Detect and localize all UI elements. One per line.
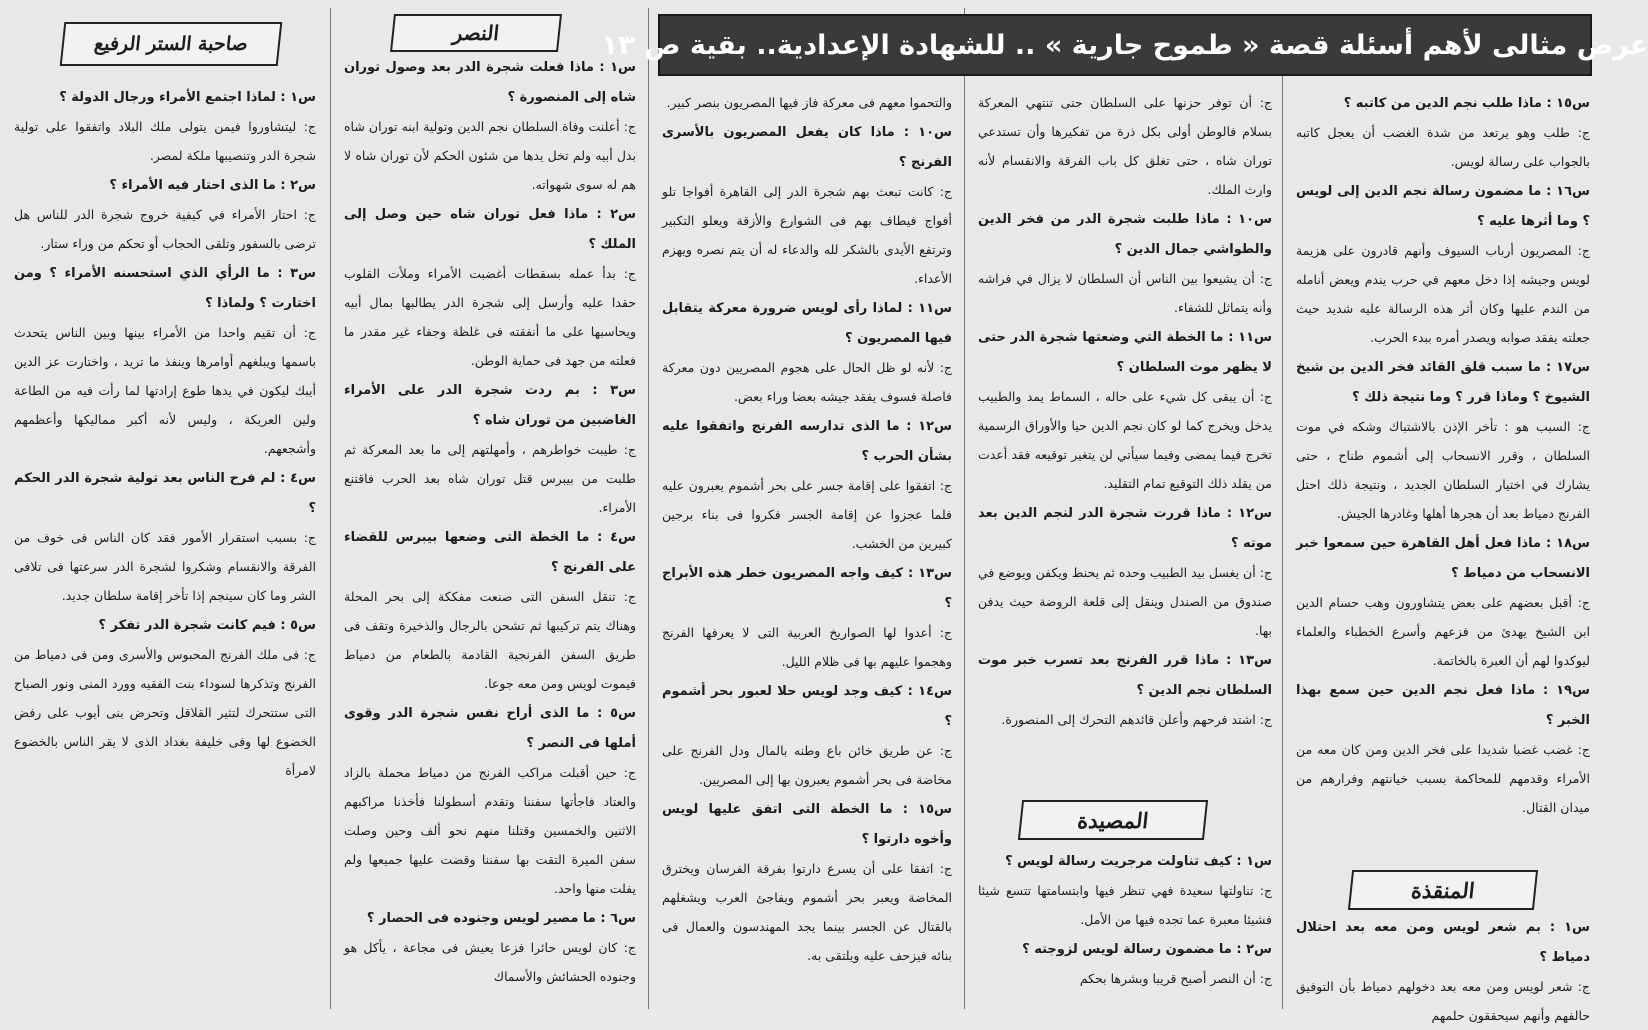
question: س٣ : ما الرأي الذي استحسنه الأمراء ؟ ومن اختارت ؟ ولماذا ؟: [14, 266, 316, 311]
question: س١٥ : ما الخطة التى اتفق عليها لويس وأخوه دارتوا ؟: [662, 802, 952, 847]
answer: ج: كانت تبعث بهم شجرة الدر إلى القاهرة أفواجا تلو أفواج فيطاف بهم فى الشوارع والأزقة ويعلو التكبير وترتفع الأيدى بالشكر لله والدعاء له أن يتم نصره ويهزم الأعداء.: [662, 184, 952, 286]
column-divider: [964, 8, 965, 1009]
column-1: [1296, 88, 1590, 848]
question: س١٤ : كيف وجد لويس حلا لعبور بحر أشموم ؟: [662, 684, 952, 729]
answer: ج: أعدوا لها الصواريخ العربية التى لا يعرفها الفرنج وهجموا عليهم بها فى ظلام الليل.: [662, 625, 952, 669]
answer: ج: طلب وهو يرتعد من شدة الغضب أن يعجل كاتبه بالجواب على رسالة لويس.: [1296, 125, 1590, 169]
column-4: [344, 52, 636, 1009]
qa-item: [978, 204, 1272, 322]
answer: ج: كان لويس حائرا فزعا يعيش فى مجاعة ، يأكل هو وجنوده الحشائش والأسماك: [344, 940, 636, 984]
heading-text: النصر: [451, 21, 501, 45]
headline-banner: [601, 14, 1648, 76]
qa-item: [662, 411, 952, 558]
answer: ج: احتار الأمراء في كيفية خروج شجرة الدر للناس هل ترضى بالسفور وتلقى الحجاب أو تحكم من وراء ستار.: [14, 207, 316, 251]
answer: والتحموا معهم فى معركة فاز فيها المصريون بنصر كبير.: [666, 95, 952, 110]
answer: ج: بدأ عمله بسقطات أغضبت الأمراء وملأت القلوب حقدا عليه وأرسل إلى شجرة الدر يطالبها بمال أبيه ويحاسبها على ما أنفقته فى غلظة وجفاء غير مقدر ما فعلته من جهد فى حماية الوطن.: [344, 266, 636, 368]
question: س١٥ : ماذا طلب نجم الدين من كاتبه ؟: [1343, 96, 1590, 111]
column-2-lower: [978, 846, 1272, 1009]
column-divider: [330, 8, 331, 1009]
qa-item: [662, 293, 952, 411]
answer: ج: اتفقا على أن يسرع دارتوا بفرقة الفرسان ويخترق المخاضة ويعبر بحر أشموم ويفاجئ العرب ويشغلهم بالقتال عن الجسر بينما يجد المهندسون والعمال فى بنائه فيزحف عليه ويلتقى به.: [662, 861, 952, 963]
qa-item: [662, 88, 952, 117]
qa-item: [14, 463, 316, 610]
qa-item: [344, 375, 636, 522]
column-1-lower: [1296, 912, 1590, 1023]
question: س١ : ماذا فعلت شجرة الدر بعد وصول توران شاه إلى المنصورة ؟: [344, 60, 636, 105]
qa-item: [344, 199, 636, 375]
question: س١٣ : ماذا قرر الفرنج بعد تسرب خبر موت السلطان نجم الدين ؟: [978, 653, 1272, 698]
answer: ج: غضب غضبا شديدا على فخر الدين ومن كان معه من الأمراء وقدمهم للمحاكمة بسبب خيانتهم وفرارهم من ميدان القتال.: [1296, 742, 1590, 815]
question: س٤ : ما الخطة التى وضعها بيبرس للقضاء على الفرنج ؟: [344, 530, 636, 575]
answer: ج: أقبل بعضهم على بعض يتشاورون وهب حسام الدين ابن الشيخ يهدئ من فزعهم وأسرع الخطباء والعلماء ليوكدوا لهم أن العبرة بالخاتمة.: [1296, 595, 1590, 668]
heading-munqidha: [1348, 870, 1538, 910]
answer: ج: أن يغسل بيد الطبيب وحده ثم يحنط ويكفن ويوضع في صندوق من الصندل وينقل إلى قلعة الروضة حيث يدفن بها.: [978, 565, 1272, 638]
answer: ج: طيبت خواطرهم ، وأمهلتهم إلى ما بعد المعركة ثم طلبت من بيبرس قتل توران شاه بعد الحرب فاقتنع الأمراء.: [344, 442, 636, 515]
question: س٢ : ما الذى احتار فيه الأمراء ؟: [109, 178, 316, 193]
qa-item: [978, 88, 1272, 204]
column-2: [978, 88, 1272, 794]
qa-item: [1296, 176, 1590, 352]
question: س١٣ : كيف واجه المصريون خطر هذه الأبراج ؟: [662, 566, 952, 611]
column-5: [14, 82, 316, 1009]
question: س٦ : ما مصير لويس وجنوده فى الحصار ؟: [366, 911, 636, 926]
question: س٥ : فيم كانت شجرة الدر تفكر ؟: [98, 618, 316, 633]
answer: ج: بسبب استقرار الأمور فقد كان الناس فى خوف من الفرقة والانقسام وشكروا لشجرة الدر سرعتها فى تلافى الشر وما كان سينجم إذا تأخر إقامة سلطان جديد.: [14, 530, 316, 603]
answer: ج: تنقل السفن التى صنعت مفككة إلى بحر المحلة وهناك يتم تركيبها ثم تشحن بالرجال والذخيرة وتقف فى طريق السفن الفرنجية القادمة بالطعام من دمياط فيموت لويس ومن معه جوعا.: [344, 589, 636, 691]
qa-item: [14, 170, 316, 258]
question: س١٧ : ما سبب قلق القائد فخر الدين بن شيخ الشيوخ ؟ وماذا قرر ؟ وما نتيجة ذلك ؟: [1296, 360, 1590, 405]
qa-item: [978, 846, 1272, 934]
question: س١١ : ما الخطة التي وضعتها شجرة الدر حتى لا يظهر موت السلطان ؟: [978, 330, 1272, 375]
qa-item: [344, 698, 636, 903]
qa-item: [344, 52, 636, 199]
question: س١٩ : ماذا فعل نجم الدين حين سمع بهذا الخبر ؟: [1296, 683, 1590, 728]
qa-item: [662, 558, 952, 676]
qa-item: [14, 610, 316, 785]
qa-item: [1296, 675, 1590, 822]
qa-item: [978, 934, 1272, 993]
qa-item: [1296, 352, 1590, 528]
answer: ج: اشتد فرحهم وأعلن قائدهم التحرك إلى المنصورة.: [1001, 712, 1272, 727]
answer: ج: أن النصر أصبح قريبا وبشرها بحكم: [1079, 971, 1272, 986]
answer: ج: لأنه لو ظل الحال على هجوم المصريين دون معركة فاصلة فسوف يفقد جيشه بعضا وراء بعض.: [662, 360, 952, 404]
answer: ج: تناولتها سعيدة فهي تنظر فيها وابتسامتها تتسع شيئا فشيئا معبرة عما تجده فيها من الأمل.: [978, 883, 1272, 927]
qa-item: [1296, 88, 1590, 176]
qa-item: [662, 676, 952, 794]
qa-item: [978, 498, 1272, 645]
answer: ج: فى ملك الفرنج المحبوس والأسرى ومن فى دمياط من الفرنج وتذكرها لسوداء بنت الفقيه وورد المنى ونور الصباح التى ستتحرك لتثير القلاقل وتحرض بنى أيوب على رفض الخضوع لها وفى خليفة بغداد الذى لا يقر الناس بالخضوع لامرأة: [14, 647, 316, 778]
column-3: [662, 88, 952, 1009]
question: س١٢ : ماذا قررت شجرة الدر لنجم الدين بعد موته ؟: [978, 506, 1272, 551]
qa-item: [662, 794, 952, 970]
qa-item: [1296, 912, 1590, 1030]
qa-item: [1296, 528, 1590, 675]
question: س١٠ : ماذا كان يفعل المصريون بالأسرى الفرنج ؟: [662, 125, 952, 170]
answer: ج: عن طريق خائن باع وطنه بالمال ودل الفرنج على مخاضة فى بحر أشموم يعبرون بها إلى المصريين.: [662, 743, 952, 787]
question: س٤ : لم فرح الناس بعد تولية شجرة الدر الحكم ؟: [14, 471, 316, 516]
heading-text: صاحبة الستر الرفيع: [93, 33, 249, 55]
answer: ج: أن يشيعوا بين الناس أن السلطان لا يزال في فراشه وأنه يتماثل للشفاء.: [978, 271, 1272, 315]
answer: ج: ليتشاوروا فيمن يتولى ملك البلاد واتفقوا على تولية شجرة الدر وتنصيبها ملكة لمصر.: [14, 119, 316, 163]
qa-item: [978, 322, 1272, 498]
answer: ج: أعلنت وفاة السلطان نجم الدين وتولية ابنه توران شاه بدل أبيه ولم تخل يدها من شئون الحكم لأن توران شاه لا هم له سوى شهواته.: [344, 119, 636, 192]
question: س١٦ : ما مضمون رسالة نجم الدين إلى لويس ؟ وما أثرها عليه ؟: [1296, 184, 1590, 229]
question: س١٢ : ما الذى تدارسه الفرنج واتفقوا عليه بشأن الحرب ؟: [662, 419, 952, 464]
question: س٢ : ما مضمون رسالة لويس لزوجته ؟: [1022, 942, 1272, 957]
column-divider: [1282, 76, 1283, 1009]
question: س١ : كيف تناولت مرجريت رسالة لويس ؟: [1005, 854, 1272, 869]
qa-item: [344, 903, 636, 991]
question: س١٨ : ماذا فعل أهل القاهرة حين سمعوا خبر الانسحاب من دمياط ؟: [1296, 536, 1590, 581]
qa-item: [14, 82, 316, 170]
answer: ج: حين أقبلت مراكب الفرنج من دمياط محملة بالزاد والعتاد فاجأتها سفننا وتقدم أسطولنا فأخذنا مراكبهم الاثنين والخمسين وقتلنا منهم نحو ألف وحين وصلت سفن الميرة التقت بها سفننا وقضت عليها جميعها ولم يفلت منها واحد.: [344, 765, 636, 896]
heading-text: المصيدة: [1076, 807, 1150, 833]
headline-title: عرض مثالى لأهم أسئلة قصة « طموح جارية » .. للشهادة الإعدادية.. بقية ص ١٣: [601, 29, 1648, 61]
question: س٢ : ماذا فعل توران شاه حين وصل إلى الملك ؟: [344, 207, 636, 252]
qa-item: [14, 258, 316, 463]
answer: ج: أن توفر حزنها على السلطان حتى تنتهي المعركة بسلام فالوطن أولى بكل ذرة من تفكيرها وأن تستدعي توران شاه ، حتى تغلق كل باب الفرقة والانقسام لأنه وارث الملك.: [978, 95, 1272, 197]
answer: ج: شعر لويس ومن معه بعد دخولهم دمياط بأن التوفيق حالفهم وأنهم سيحققون حلمهم: [1296, 979, 1590, 1023]
heading-sahibat-al-sitr: [60, 22, 283, 66]
answer: ج: السبب هو : تأخر الإذن بالاشتباك وشكه في موت السلطان ، وقرر الانسحاب إلى أشموم طناح ، حتى يشارك في اختيار السلطان الجديد ، ونتيجة ذلك احتل الفرنج دمياط بعد أن هجرها أهلها وغادرها الجيش.: [1296, 419, 1590, 521]
heading-masyada: [1018, 800, 1208, 840]
answer: ج: اتفقوا على إقامة جسر على بحر أشموم يعبرون عليه فلما عجزوا عن إقامة الجسر فكروا فى بناء برجين كبيرين من الخشب.: [662, 478, 952, 551]
question: س١ : لماذا اجتمع الأمراء ورجال الدولة ؟: [59, 90, 316, 105]
heading-nasr: [390, 14, 562, 52]
question: س٣ : بم ردت شجرة الدر على الأمراء الغاضبين من توران شاه ؟: [344, 383, 636, 428]
answer: ج: أن تقيم واحدا من الأمراء بينها وبين الناس يتحدث باسمها ويبلغهم أوامرها وينفذ ما تريد ، واختارت عز الدين أيبك ليكون في يدها طوع إرادتها لما رأت فيه من الطاعة ولين العريكة ، وليس لأنه أكبر مماليكها وأعظمهم وأشجعهم.: [14, 325, 316, 456]
question: س١ : بم شعر لويس ومن معه بعد احتلال دمياط ؟: [1296, 920, 1590, 965]
answer: ج: المصريون أرباب السيوف وأنهم قادرون على هزيمة لويس وجيشه إذا دخل معهم في حرب يندم ويعض أنامله من الندم عليها وكان أثر هذه الرسالة عليه شديد حيث جعلته يفقد صوابه ويصدر أمره ببدء الحرب.: [1296, 243, 1590, 345]
heading-text: المنقذة: [1410, 877, 1477, 903]
question: س١١ : لماذا رأى لويس ضرورة معركة يتقابل فيها المصريون ؟: [662, 301, 952, 346]
answer: ج: أن يبقى كل شيء على حاله ، السماط يمد والطبيب يدخل ويخرج كما لو كان نجم الدين حيا والأوراق الرسمية تخرج فيما يمضى وفيما سيأتي لن يتغير توقيعه فقد أعدت من يقلد ذلك التوقيع تمام التقليد.: [978, 389, 1272, 491]
column-divider: [648, 8, 649, 1009]
question: س٥ : ما الذى أراح نفس شجرة الدر وقوى أملها فى النصر ؟: [344, 706, 636, 751]
qa-item: [978, 645, 1272, 734]
question: س١٠ : ماذا طلبت شجرة الدر من فخر الدين والطواشي جمال الدين ؟: [978, 212, 1272, 257]
qa-item: [662, 117, 952, 293]
qa-item: [344, 522, 636, 698]
